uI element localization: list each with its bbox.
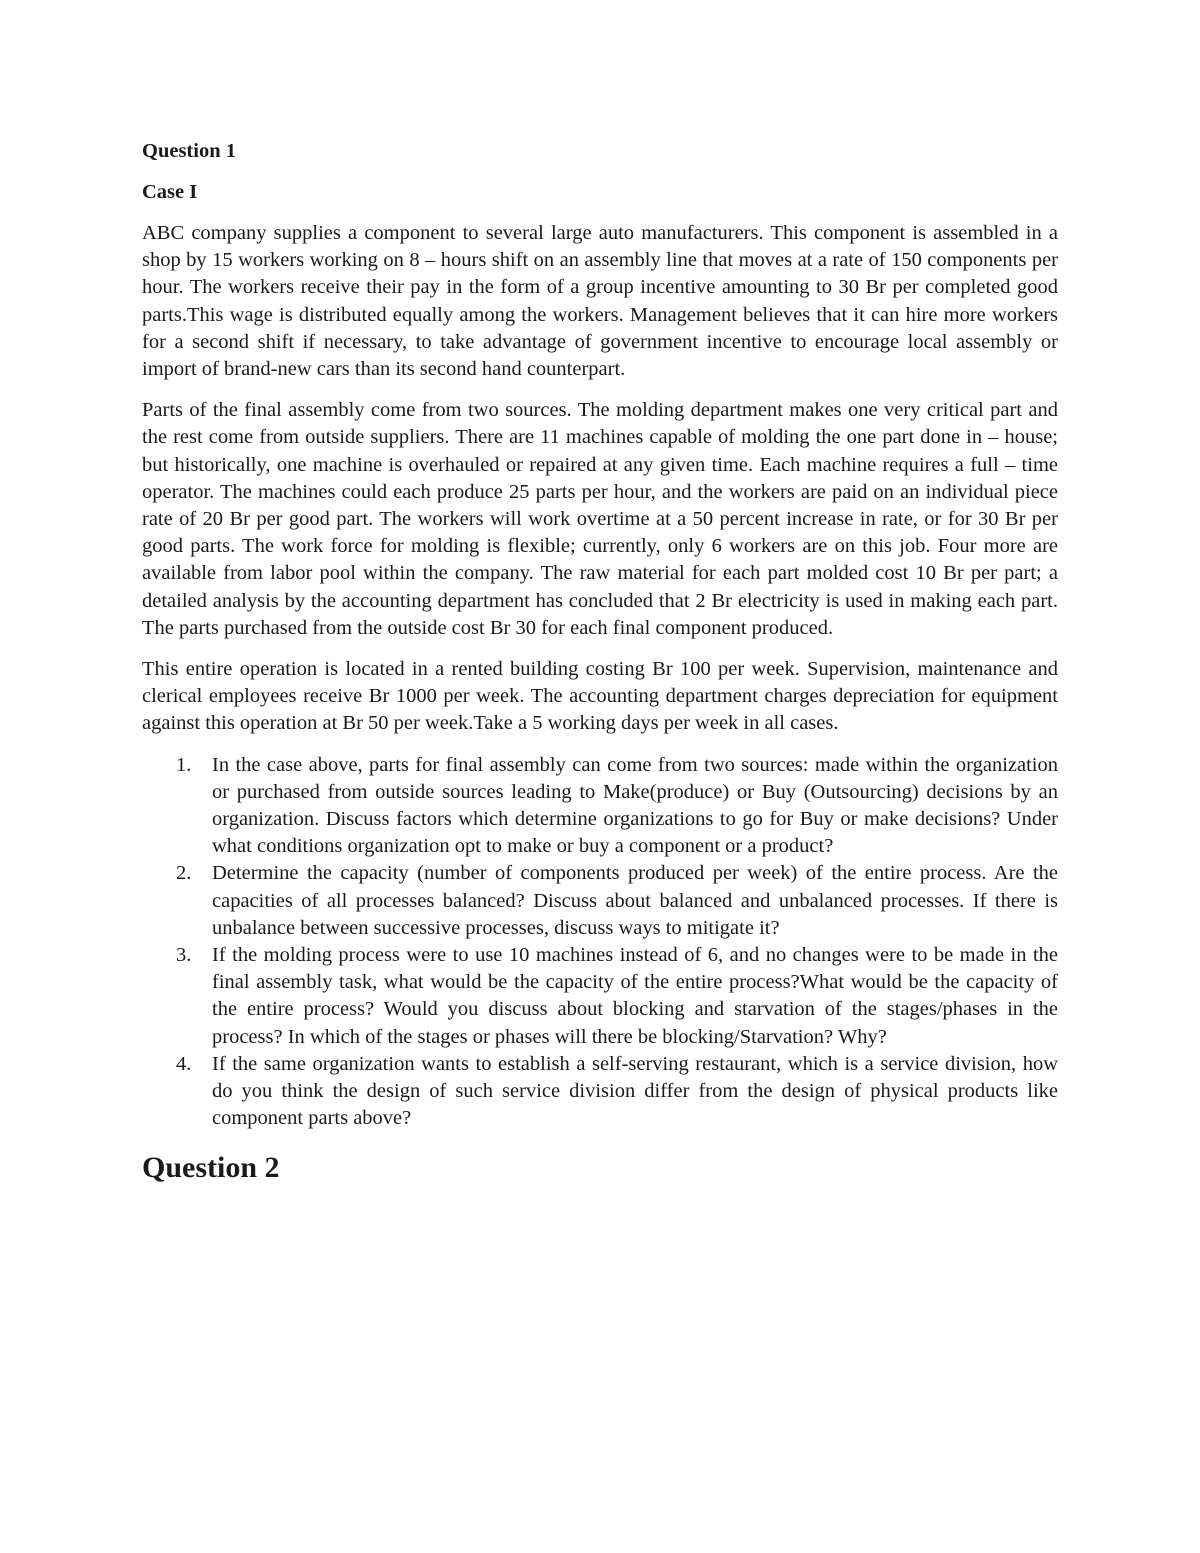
question-2-heading: Question 2 [142,1150,280,1184]
paragraph-parts: Parts of the final assembly come from two sources. The molding department makes one very critical part and the rest come from outside suppliers. There are 11 machines capable of molding the one part done in – house; but historically, one machine is overhauled or repaired at any given time. Each machine requires a full – time operator. The machines could each produce 25 parts per hour, and the workers are paid on an individual piece rate of 20 Br per good part. The workers will work overtime at a 50 percent increase in rate, or for 30 Br per good parts. The work force for molding is flexible; currently, only 6 workers are on this job. Four more are available from labor pool within the company. The raw material for each part molded cost 10 Br per part; a detailed analysis by the accounting department has concluded that 2 Br electricity is used in making each part. The parts purchased from the outside cost Br 30 for each final component produced. [142,399,1058,639]
question-text: In the case above, parts for final assembly can come from two sources: made within the organization or purchased from outside sources leading to Make(produce) or Buy (Outsourcing) decisions by an organization. Discuss factors which determine organizations to go for Buy or make decisions? Under what conditions organization opt to make or buy a component or a product? [212,753,1058,858]
question-number: 3. [176,944,192,967]
question-item [176,860,1058,942]
paragraph-intro: ABC company supplies a component to several large auto manufacturers. This component is assembled in a shop by 15 workers working on 8 – hours shift on an assembly line that moves at a rate of 150 components per hour. The workers receive their pay in the form of a group incentive amounting to 30 Br per completed good parts.This wage is distributed equally among the workers. Management believes that it can hire more workers for a second shift if necessary, to take advantage of government incentive to encourage local assembly or import of brand-new cars than its second hand counterpart. [142,222,1058,381]
question-1-heading: Question 1 [142,140,236,162]
question-text: Determine the capacity (number of components produced per week) of the entire process. Are the capacities of all processes balanced? Discuss about balanced and unbalanced processes. If there is unbalance between successive processes, discuss ways to mitigate it? [212,862,1058,939]
case-heading: Case I [142,181,198,203]
question-text: If the same organization wants to establish a self-serving restaurant, which is a service division, how do you think the design of such service division differ from the design of physical products like component parts above? [212,1052,1058,1130]
question-number: 2. [176,862,192,885]
question-number: 1. [176,753,192,776]
question-item [176,1051,1058,1133]
question-list [142,752,1058,1133]
question-item [176,752,1058,861]
question-number: 4. [176,1052,192,1075]
question-text: If the molding process were to use 10 machines instead of 6, and no changes were to be made in the final assembly task, what would be the capacity of the entire process?What would be the capacity of the entire process? Would you discuss about blocking and starvation of the stages/phases in the process? In which of the stages or phases will there be blocking/Starvation? Why? [212,944,1058,1048]
question-item [176,942,1058,1051]
paragraph-operation: This entire operation is located in a rented building costing Br 100 per week. Supervision, maintenance and clerical employees receive Br 1000 per week. The accounting department charges depreciation for equipment against this operation at Br 50 per week.Take a 5 working days per week in all cases. [142,658,1058,735]
document-page [142,138,1058,1185]
